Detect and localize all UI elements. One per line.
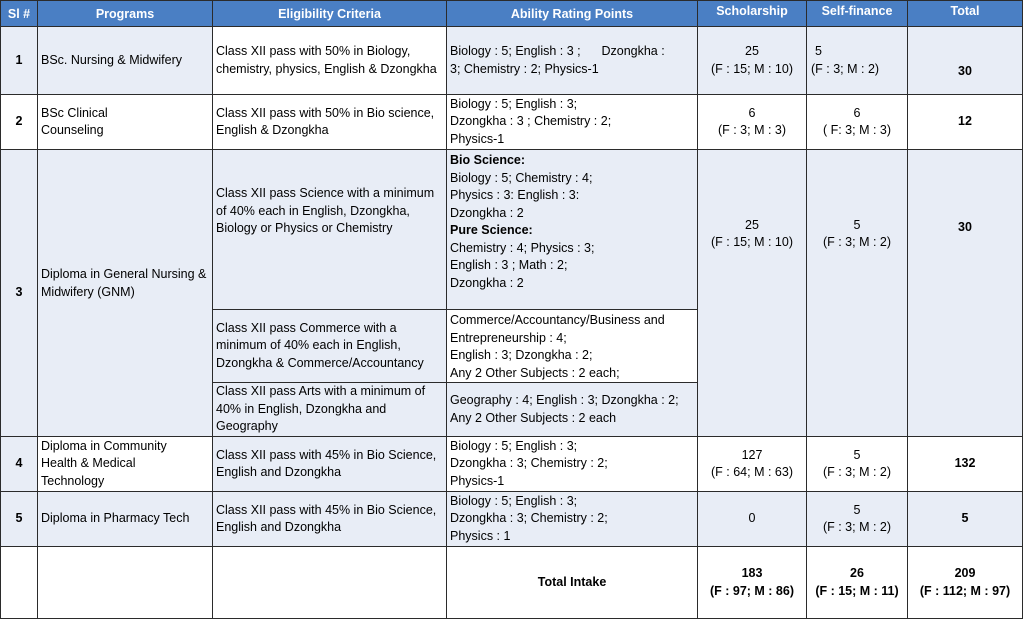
self-finance-cell xyxy=(807,27,908,95)
ability-line: Biology : 5; English : 3; xyxy=(450,493,578,508)
program-line: Technology xyxy=(41,473,105,488)
ability-line: Dzongkha : 3; Chemistry : 2; xyxy=(450,456,608,471)
ability-line: Dzongkha : 2 xyxy=(450,275,524,290)
total-intake-label: Total Intake xyxy=(447,547,698,619)
ability-cell xyxy=(447,437,698,492)
total-scholarship-cell xyxy=(698,547,807,619)
program-line: Counseling xyxy=(41,123,104,137)
scholarship-count: 6 xyxy=(748,105,756,120)
ability-line: Chemistry : 4; Physics : 3; xyxy=(450,240,595,255)
ability-cell xyxy=(447,95,698,150)
scholarship-split: (F : 3; M : 3) xyxy=(717,123,787,137)
scholarship-cell xyxy=(698,95,807,150)
program-cell: BSc. Nursing & Midwifery xyxy=(38,27,213,95)
ability-line: Commerce/Accountancy/Business and xyxy=(450,313,665,327)
sl-cell: 2 xyxy=(1,95,38,150)
ability-line: Dzongkha : 3 ; Chemistry : 2; xyxy=(450,114,612,129)
scholarship-split: (F : 15; M : 10) xyxy=(711,235,793,249)
total-cell: 30 xyxy=(908,27,1023,95)
self-finance-count: 6 xyxy=(853,105,861,120)
ability-line: English : 3 ; Math : 2; xyxy=(450,258,568,272)
ability-line: Biology : 5; English : 3; xyxy=(450,438,578,453)
sl-cell: 5 xyxy=(1,492,38,547)
table-row xyxy=(1,437,1023,492)
total-cell: 132 xyxy=(908,437,1023,492)
self-finance-split: (F : 3; M : 2) xyxy=(822,235,892,249)
ability-line: 3; Chemistry : 2; Physics-1 xyxy=(450,61,599,76)
ability-cell xyxy=(447,383,698,437)
ability-cell xyxy=(447,492,698,547)
header-eligibility: Eligibility Criteria xyxy=(213,1,447,27)
self-finance-split: (F : 3; M : 2) xyxy=(822,465,892,479)
scholarship-cell: 0 xyxy=(698,492,807,547)
eligibility-text: Class XII pass Science with a minimum of 40% each in English, Dzongkha, Biology or Physics or Chemistry xyxy=(216,186,435,236)
sl-cell: 3 xyxy=(1,150,38,437)
totals-eligibility-empty xyxy=(213,547,447,619)
eligibility-cell: Class XII pass with 45% in Bio Science, English and Dzongkha xyxy=(213,437,447,492)
table-row xyxy=(1,150,1023,310)
total-self-finance-split: (F : 15; M : 11) xyxy=(815,583,899,598)
program-line: BSc Clinical xyxy=(41,105,108,120)
header-programs: Programs xyxy=(38,1,213,27)
total-cell: 12 xyxy=(908,95,1023,150)
program-line: Health & Medical xyxy=(41,456,136,471)
ability-line: Physics-1 xyxy=(450,131,505,146)
program-line: Diploma in Community xyxy=(41,438,167,453)
table-row xyxy=(1,492,1023,547)
total-self-finance-cell xyxy=(807,547,908,619)
ability-line: Biology : 5; Chemistry : 4; xyxy=(450,170,593,185)
eligibility-cell: Class XII pass with 50% in Bio science, English & Dzongkha xyxy=(213,95,447,150)
ability-line: Geography : 4; English : 3; Dzongkha : 2; xyxy=(450,393,679,407)
ability-cell xyxy=(447,27,698,95)
grand-total-cell xyxy=(908,547,1023,619)
eligibility-cell: Class XII pass with 45% in Bio Science, English and Dzongkha xyxy=(213,492,447,547)
eligibility-cell xyxy=(213,150,447,310)
total-cell: 30 xyxy=(908,150,1023,437)
self-finance-split: (F : 3; M : 2) xyxy=(811,61,880,76)
table-row xyxy=(1,95,1023,150)
header-self-finance: Self-finance xyxy=(807,1,908,27)
ability-line: Biology : 5; English : 3; xyxy=(450,96,578,111)
header-scholarship: Scholarship xyxy=(698,1,807,27)
pure-science-label: Pure Science: xyxy=(450,223,533,237)
self-finance-split: ( F: 3; M : 3) xyxy=(822,123,892,137)
total-scholarship-split: (F : 97; M : 86) xyxy=(709,583,795,598)
ability-line: Physics-1 xyxy=(450,473,505,488)
ability-line: Physics : 3: English : 3: xyxy=(450,188,580,202)
program-cell xyxy=(38,437,213,492)
ability-cell xyxy=(447,310,698,383)
scholarship-count: 127 xyxy=(741,447,763,462)
eligibility-cell: Class XII pass with 50% in Biology, chemistry, physics, English & Dzongkha xyxy=(213,27,447,95)
ability-line: Dzongkha : 2 xyxy=(450,205,524,220)
total-self-finance-count: 26 xyxy=(850,566,864,580)
ability-line: Entrepreneurship : 4; xyxy=(450,330,567,345)
header-ability: Ability Rating Points xyxy=(447,1,698,27)
eligibility-cell: Class XII pass Commerce with a minimum of 40% each in English, Dzongkha & Commerce/Accountancy xyxy=(213,310,447,383)
scholarship-cell xyxy=(698,150,807,437)
ability-line: Any 2 Other Subjects : 2 each; xyxy=(450,365,620,380)
scholarship-split: (F : 15; M : 10) xyxy=(711,61,793,76)
self-finance-split: (F : 3; M : 2) xyxy=(822,520,892,534)
scholarship-split: (F : 64; M : 63) xyxy=(711,465,793,479)
grand-total-split: (F : 112; M : 97) xyxy=(919,583,1011,598)
totals-row xyxy=(1,547,1023,619)
self-finance-cell xyxy=(807,492,908,547)
program-cell: Diploma in General Nursing & Midwifery (GNM) xyxy=(38,150,213,437)
sl-cell: 4 xyxy=(1,437,38,492)
header-sl: Sl # xyxy=(1,1,38,27)
bio-science-label: Bio Science: xyxy=(450,153,526,167)
eligibility-cell: Class XII pass Arts with a minimum of 40% in English, Dzongkha and Geography xyxy=(213,383,447,437)
self-finance-count: 5 xyxy=(853,447,861,462)
ability-line: English : 3; Dzongkha : 2; xyxy=(450,348,593,362)
ability-line: Any 2 Other Subjects : 2 each xyxy=(450,410,617,425)
total-cell: 5 xyxy=(908,492,1023,547)
self-finance-cell xyxy=(807,150,908,437)
self-finance-count: 5 xyxy=(853,217,861,232)
self-finance-cell xyxy=(807,437,908,492)
totals-sl-empty xyxy=(1,547,38,619)
ability-cell xyxy=(447,150,698,310)
self-finance-cell xyxy=(807,95,908,150)
self-finance-count: 5 xyxy=(853,502,861,517)
sl-cell: 1 xyxy=(1,27,38,95)
self-finance-count: 5 xyxy=(815,44,822,58)
scholarship-count: 25 xyxy=(745,44,759,58)
header-total: Total xyxy=(908,1,1023,27)
ability-line: Biology : 5; English : 3 ; Dzongkha : xyxy=(450,44,665,58)
table-row xyxy=(1,27,1023,95)
totals-program-empty xyxy=(38,547,213,619)
scholarship-count: 25 xyxy=(745,217,759,232)
ability-line: Physics : 1 xyxy=(450,528,511,543)
grand-total-count: 209 xyxy=(954,566,976,580)
scholarship-cell xyxy=(698,437,807,492)
header-row xyxy=(1,1,1023,27)
scholarship-cell xyxy=(698,27,807,95)
total-scholarship-count: 183 xyxy=(741,566,763,580)
program-cell: Diploma in Pharmacy Tech xyxy=(38,492,213,547)
ability-line: Dzongkha : 3; Chemistry : 2; xyxy=(450,511,608,526)
program-cell xyxy=(38,95,213,150)
